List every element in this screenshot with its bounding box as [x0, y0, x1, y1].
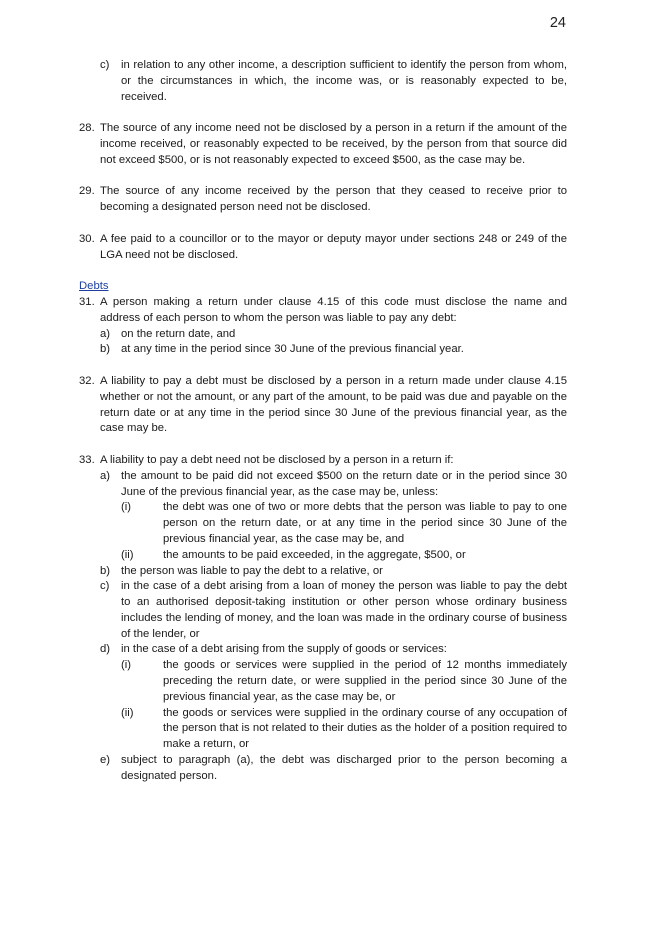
clause-31	[79, 295, 567, 327]
clause-number: 33.	[79, 453, 95, 466]
item-text: in relation to any other income, a description sufficient to identify the person from whom, or the circumstances in which, the income was, or is reasonably expected to be, received.	[121, 59, 567, 103]
subitem-label: (ii)	[121, 706, 134, 719]
item-text: in the case of a debt arising from a loan of money the person was liable to pay the debt to an authorised deposit-taking institution or other person whose ordinary business includes the lending of money, and the loan was made in the ordinary course of business of the lender, or	[121, 580, 567, 640]
clause-number: 29.	[79, 185, 95, 198]
clause-c-income	[79, 58, 567, 105]
clause-text: The source of any income need not be disclosed by a person in a return if the amount of the income received, or reasonably expected to be received, by the person from that source did not exceed $500, or is not reasonably expected to exceed $500, as the case may be.	[100, 122, 567, 166]
item-label: c)	[100, 580, 110, 593]
clause-33-item-d-i	[79, 658, 567, 705]
clause-number: 31.	[79, 295, 95, 308]
clause-text: A liability to pay a debt must be disclosed by a person in a return made under clause 4.15 whether or not the amount, or any part of the amount, to be paid was due and payable on the return date or at any time in the period since 30 June of the previous financial year, as the case may be.	[100, 374, 567, 435]
clause-29	[79, 184, 567, 216]
item-text: subject to paragraph (a), the debt was discharged prior to the person becoming a designated person.	[121, 754, 567, 782]
subitem-text: the goods or services were supplied in the ordinary course of any occupation of the person that is not related to their duties as the holder of a position required to make a return, or	[163, 706, 567, 751]
subitem-label: (i)	[121, 501, 132, 514]
subitem-text: the goods or services were supplied in the period of 12 months immediately preceding the return date, or were supplied in the period since 30 June of the previous financial year, as the case may be, or	[163, 659, 567, 703]
clause-text: A liability to pay a debt need not be disclosed by a person in a return if:	[100, 453, 454, 466]
clause-text: A person making a return under clause 4.15 of this code must disclose the name and address of each person to whom the person was liable to pay any debt:	[100, 295, 567, 324]
clause-33-item-b	[79, 564, 567, 580]
subitem-label: (ii)	[121, 548, 134, 561]
clause-33-item-d	[79, 642, 567, 658]
clause-text: The source of any income received by the person that they ceased to receive prior to becoming a designated person need not be disclosed.	[100, 185, 567, 214]
clause-31-item-b	[79, 342, 567, 358]
debts-heading: Debts	[79, 280, 109, 293]
item-label: d)	[100, 643, 111, 656]
page-content	[79, 58, 567, 785]
subitem-text: the amounts to be paid exceeded, in the aggregate, $500, or	[163, 548, 466, 561]
clause-text: A fee paid to a councillor or to the mayor or deputy mayor under sections 248 or 249 of the LGA need not be disclosed.	[100, 232, 567, 261]
clause-33-item-d-ii	[79, 706, 567, 753]
clause-28	[79, 121, 567, 168]
clause-31-item-a	[79, 327, 567, 343]
clause-33-item-a-i	[79, 500, 567, 547]
item-text: the amount to be paid did not exceed $500 on the return date or in the period since 30 June of the previous financial year, as the case may be, unless:	[121, 469, 567, 498]
item-label: a)	[100, 327, 111, 340]
clause-30	[79, 232, 567, 264]
item-text: at any time in the period since 30 June of the previous financial year.	[121, 343, 464, 356]
clause-33	[79, 453, 567, 469]
clause-33-item-c	[79, 579, 567, 642]
clause-33-item-a-ii	[79, 548, 567, 564]
clause-number: 32.	[79, 374, 95, 387]
item-text: in the case of a debt arising from the supply of goods or services:	[121, 643, 447, 656]
item-text: the person was liable to pay the debt to a relative, or	[121, 564, 383, 577]
clause-33-item-e	[79, 753, 567, 785]
item-label: b)	[100, 343, 111, 356]
clause-33-item-a	[79, 469, 567, 501]
subitem-label: (i)	[121, 659, 132, 672]
item-label: e)	[100, 754, 111, 767]
item-text: on the return date, and	[121, 327, 236, 340]
item-label: b)	[100, 564, 111, 577]
clause-number: 30.	[79, 232, 95, 245]
page-number: 24	[549, 15, 566, 31]
item-label: a)	[100, 469, 111, 482]
subitem-text: the debt was one of two or more debts that the person was liable to pay to one person on the return date, or at any time in the period since 30 June of the previous financial year, as the case may be, and	[163, 501, 567, 545]
clause-number: 28.	[79, 122, 95, 135]
clause-32	[79, 374, 567, 437]
item-label: c)	[100, 59, 110, 71]
